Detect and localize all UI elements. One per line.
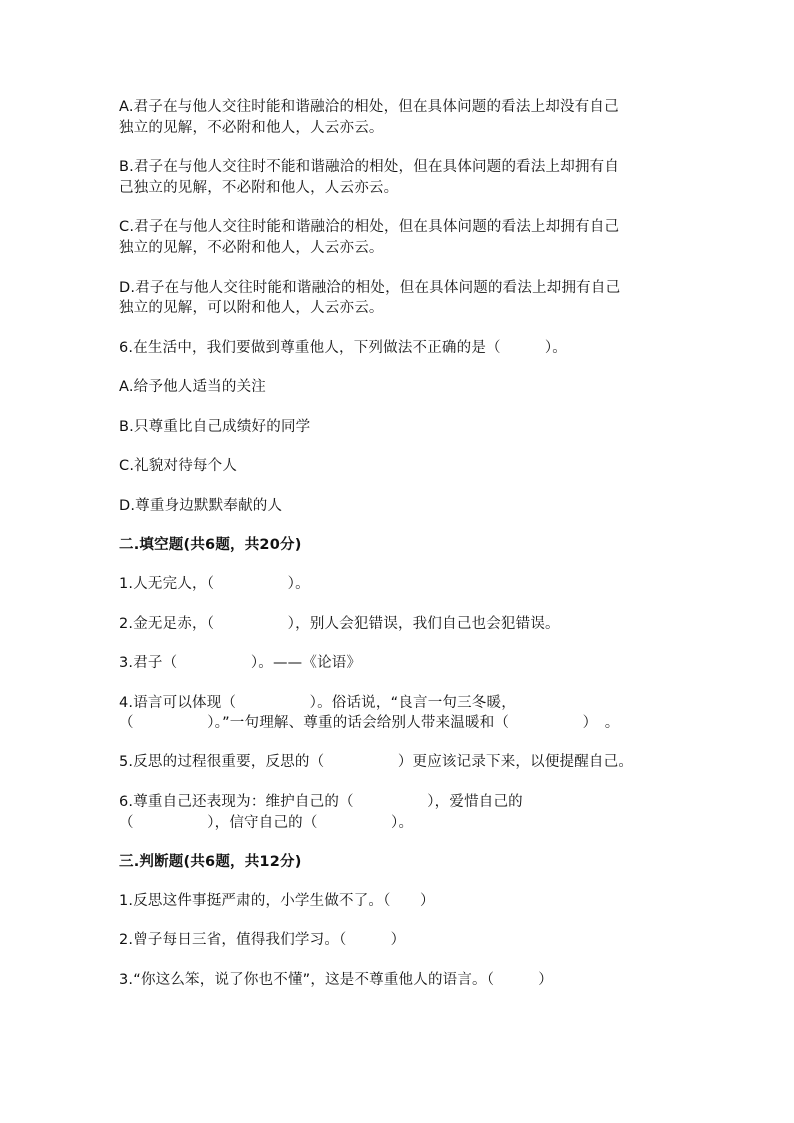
- fill-q6-line1: 6.尊重自己还表现为：维护自己的（ ），爱惜自己的: [119, 794, 523, 810]
- fill-q1: 1.人无完人，（ ）。: [119, 576, 310, 592]
- fill-q6-line2: （ ），信守自己的（ ）。: [119, 815, 414, 831]
- judge-q1: 1.反思这件事挺严肃的，小学生做不了。（ ）: [119, 893, 435, 909]
- fill-q4-line2: （ ）。”一句理解、尊重的话会给别人带来温暖和（ ） 。: [119, 715, 620, 731]
- q6-question: 6.在生活中，我们要做到尊重他人，下列做法不正确的是（ ）。: [119, 340, 567, 356]
- fill-q5: 5.反思的过程很重要，反思的（ ）更应该记录下来，以便提醒自己。: [119, 754, 634, 770]
- q5-option-b-line1: B.君子在与他人交往时不能和谐融洽的相处，但在具体问题的看法上却拥有自: [119, 159, 620, 175]
- q6-option-d: D.尊重身边默默奉献的人: [119, 498, 283, 514]
- fill-q3: 3.君子（ ）。——《论语》: [119, 655, 362, 671]
- q5-option-d-line2: 独立的见解，可以附和他人，人云亦云。: [119, 300, 384, 316]
- q5-option-a-line1: A.君子在与他人交往时能和谐融洽的相处，但在具体问题的看法上却没有自己: [119, 99, 619, 115]
- judge-q3: 3.“你这么笨，说了你也不懂”，这是不尊重他人的语言。（ ）: [119, 972, 554, 988]
- q6-option-c: C.礼貌对待每个人: [119, 458, 238, 474]
- q5-option-d-line1: D.君子在与他人交往时能和谐融洽的相处，但在具体问题的看法上却拥有自己: [119, 280, 621, 296]
- q5-option-b-line2: 己独立的见解，不必附和他人，人云亦云。: [119, 180, 399, 196]
- judge-q2: 2.曾子每日三省，值得我们学习。（ ）: [119, 932, 406, 948]
- section3-heading: 三.判断题(共6题，共12分): [119, 854, 302, 870]
- q5-option-c-line2: 独立的见解，不必附和他人，人云亦云。: [119, 240, 384, 256]
- q6-option-b: B.只尊重比自己成绩好的同学: [119, 419, 311, 435]
- fill-q4-line1: 4.语言可以体现（ ）。俗话说，“良言一句三冬暖，: [119, 695, 516, 711]
- section2-heading: 二.填空题(共6题，共20分): [119, 537, 302, 553]
- q5-option-a-line2: 独立的见解，不必附和他人，人云亦云。: [119, 120, 384, 136]
- q5-option-c-line1: C.君子在与他人交往时能和谐融洽的相处，但在具体问题的看法上却拥有自己: [119, 219, 620, 235]
- fill-q2: 2.金无足赤，（ ），别人会犯错误，我们自己也会犯错误。: [119, 616, 560, 632]
- q6-option-a: A.给予他人适当的关注: [119, 379, 266, 395]
